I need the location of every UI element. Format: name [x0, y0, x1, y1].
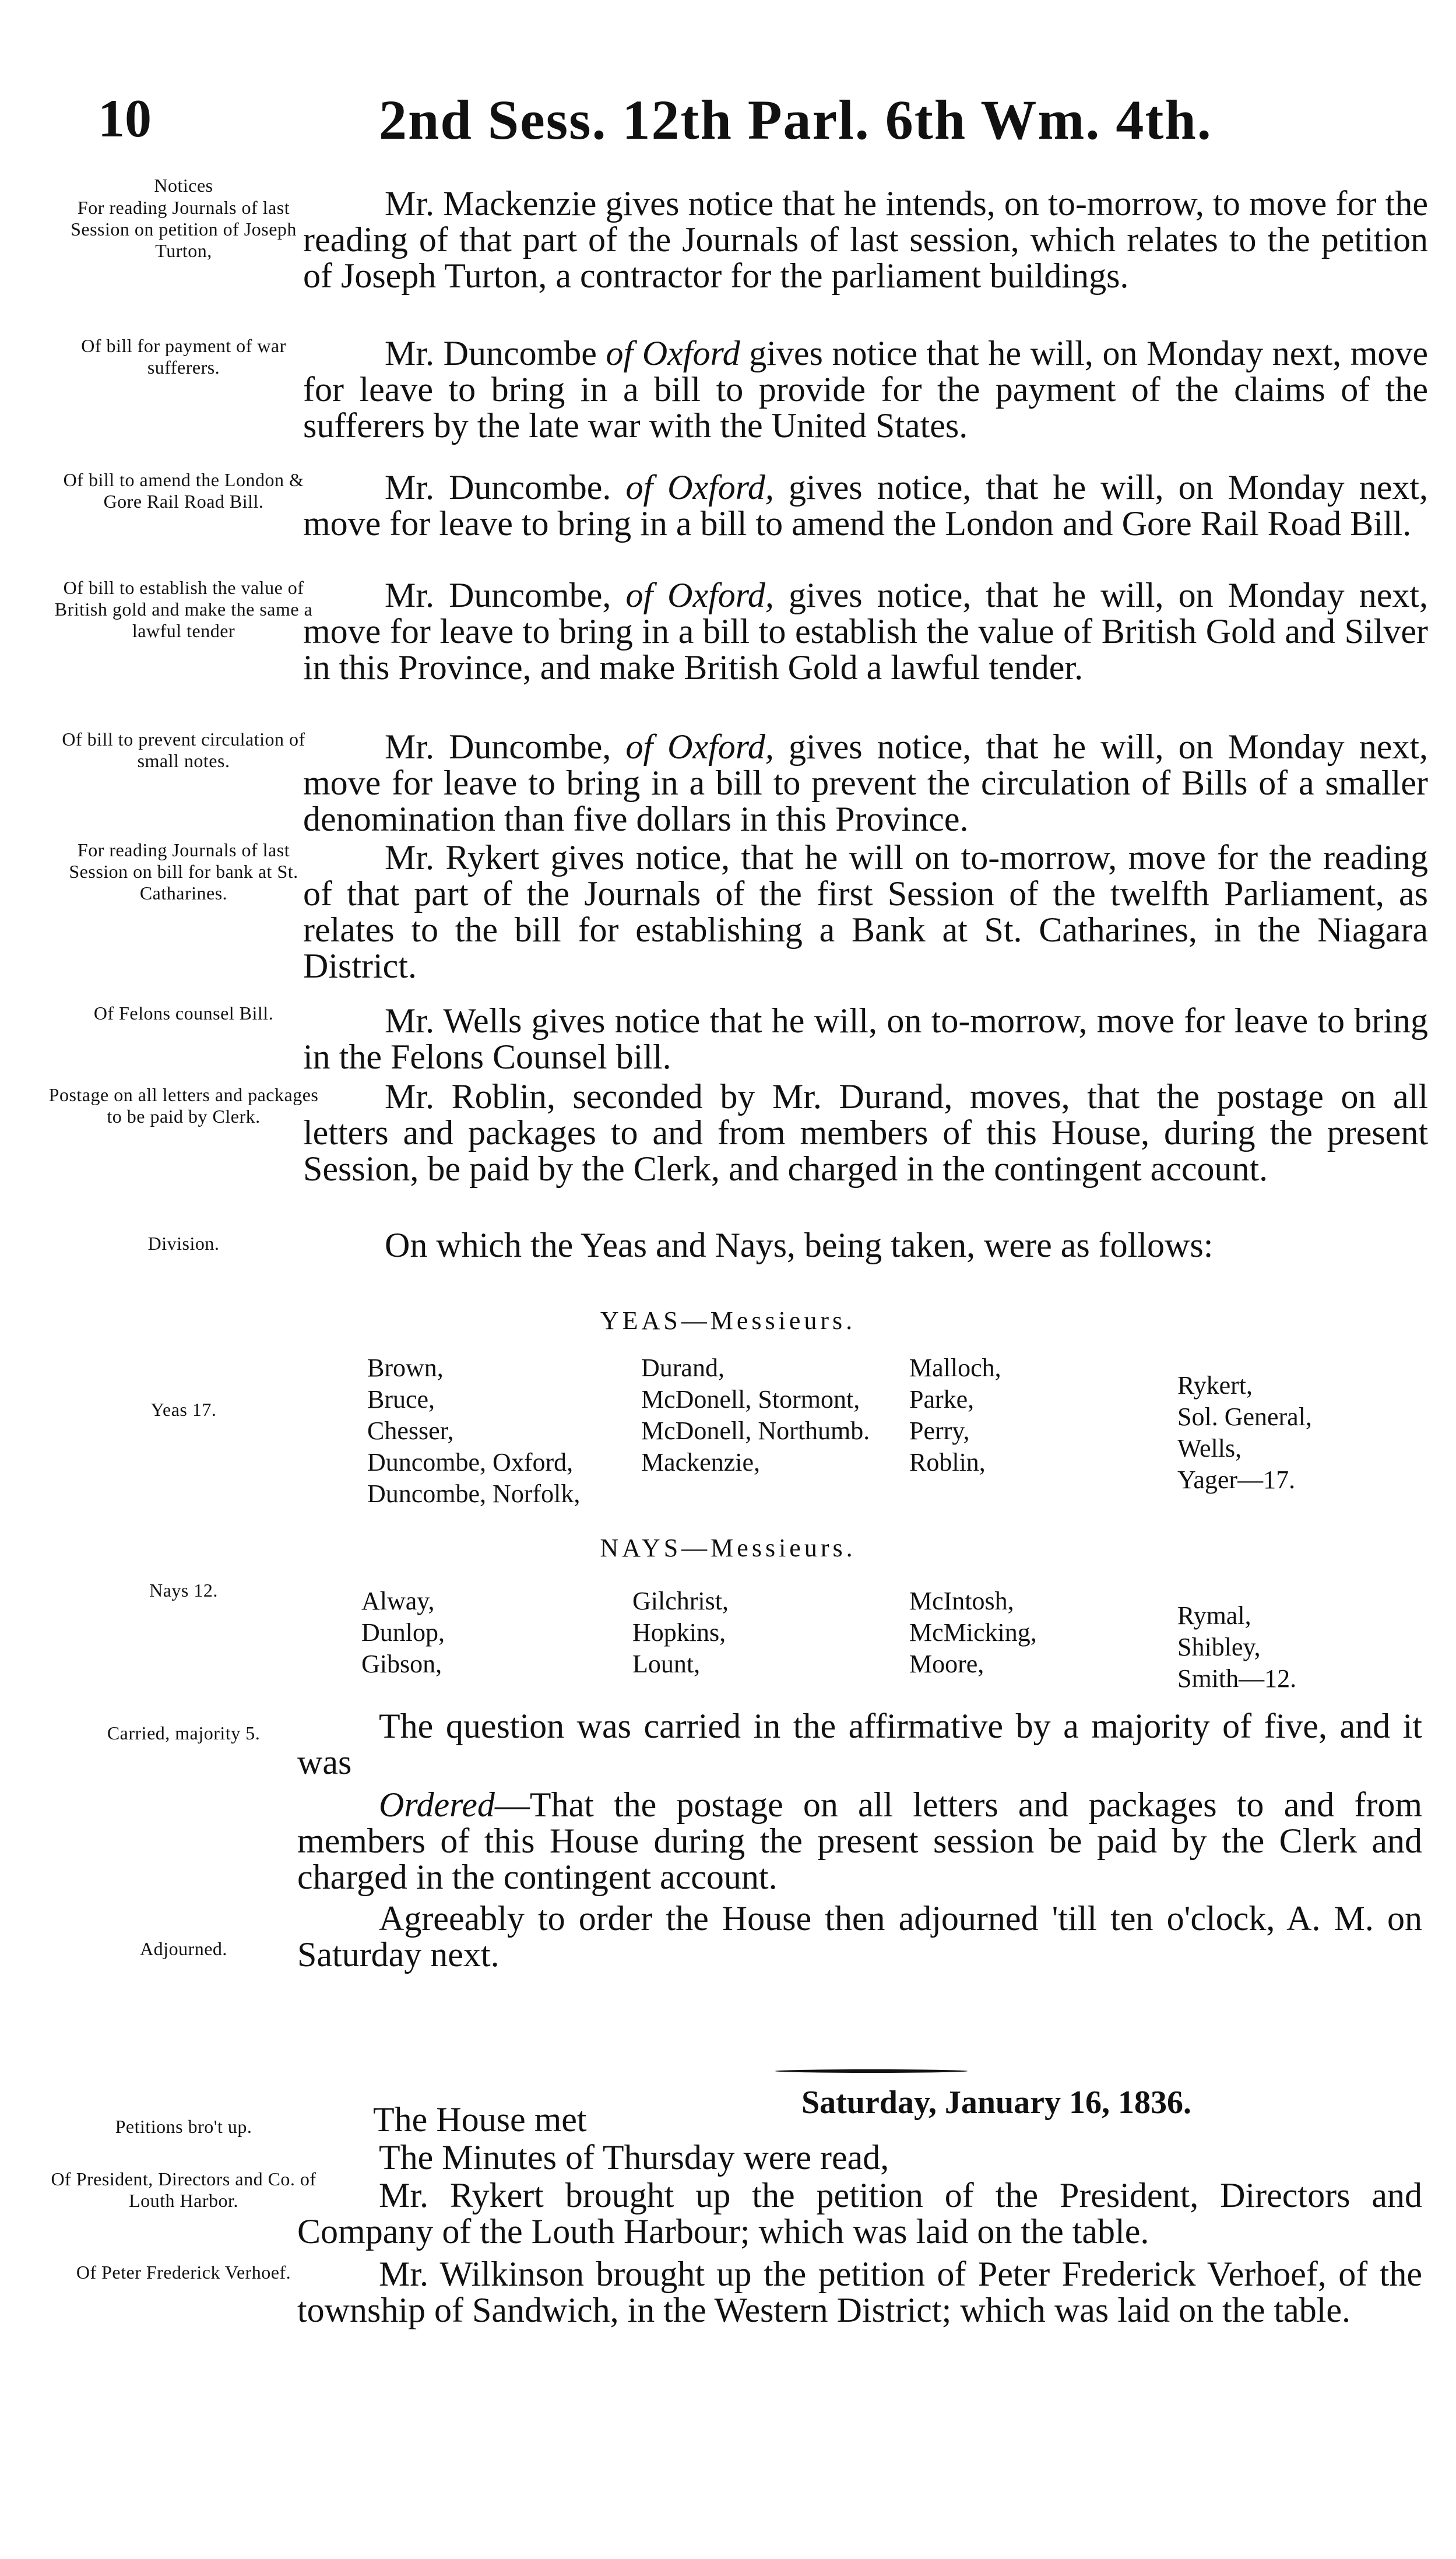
- paragraph-carried: The question was carried in the affirmative by a majority of five, and it was: [297, 1707, 1422, 1781]
- paragraph-rail-road: Mr. Duncombe. of Oxford, gives notice, that he will, on Monday next, move for leave to bring in a bill to amend the London and Gore Rail Road Bill.: [303, 468, 1428, 543]
- yeas-heading: YEAS—Messieurs.: [600, 1306, 856, 1335]
- paragraph-felons: Mr. Wells gives notice that he will, on to-morrow, move for leave to bring in the Felons Counsel bill.: [303, 1001, 1428, 1076]
- nays-column-3: McIntosh, McMicking, Moore,: [909, 1587, 1037, 1678]
- paragraph-bank: Mr. Rykert gives notice, that he will on to-morrow, move for the reading of that part of the Journals of the first Session of the twelfth Parliament, as relates to the bill for establishing a Bank at St. Catharines, in the Niagara District.: [303, 838, 1428, 985]
- paragraph-minutes: The Minutes of Thursday were read,: [379, 2138, 889, 2177]
- yeas-column-1: Brown, Bruce, Chesser, Duncombe, Oxford, Duncombe, Norfolk,: [367, 1354, 581, 1508]
- paragraph-british-gold: Mr. Duncombe, of Oxford, gives notice, that he will, on Monday next, move for leave to bring in a bill to establish the value of British Gold and Silver in this Province, and make British Gold a lawful tender.: [303, 576, 1428, 687]
- running-head: 2nd Sess. 12th Parl. 6th Wm. 4th.: [379, 89, 1212, 151]
- margin-note-adjourned: Adjourned.: [140, 1938, 227, 1959]
- page-number: 10: [98, 89, 152, 148]
- date-heading: Saturday, January 16, 1836.: [801, 2085, 1191, 2121]
- margin-note-small-notes: Of bill to prevent circulation of small notes.: [62, 729, 305, 771]
- margin-note-turton: For reading Journals of last Session on petition of Joseph Turton,: [71, 197, 297, 261]
- paragraph-small-notes: Mr. Duncombe, of Oxford, gives notice, that he will, on Monday next, move for leave to bring in a bill to prevent the circulation of Bills of a smaller denomination than five dollars in this Province.: [303, 727, 1428, 838]
- margin-note-war-sufferers: Of bill for payment of war sufferers.: [81, 335, 286, 378]
- section-divider: [775, 2069, 968, 2073]
- margin-note-petitions: Petitions bro't up.: [115, 2116, 252, 2137]
- yeas-column-2: Durand, McDonell, Stormont, McDonell, Northumb. Mackenzie,: [641, 1354, 870, 1477]
- yeas-column-4: Rykert, Sol. General, Wells, Yager—17.: [1177, 1371, 1312, 1494]
- paragraph-war-sufferers: Mr. Duncombe of Oxford gives notice that he will, on Monday next, move for leave to bring in a bill to provide for the payment of the claims of the sufferers by the late war with the United States.: [303, 334, 1428, 445]
- margin-note-rail-road: Of bill to amend the London & Gore Rail Road Bill.: [63, 469, 304, 512]
- paragraph-division: On which the Yeas and Nays, being taken, were as follows:: [385, 1226, 1214, 1264]
- margin-note-louth-harbor: Of President, Directors and Co. of Louth Harbor.: [51, 2168, 316, 2211]
- nays-column-2: Gilchrist, Hopkins, Lount,: [632, 1587, 729, 1678]
- margin-note-yeas: Yeas 17.: [150, 1399, 217, 1420]
- margin-note-notices: Notices: [154, 175, 213, 196]
- nays-heading: NAYS—Messieurs.: [600, 1534, 856, 1562]
- paragraph-ordered: Ordered—That the postage on all letters and packages to and from members of this House during the present session be paid by the Clerk and charged in the contingent account.: [297, 1785, 1422, 1896]
- margin-note-division: Division.: [147, 1233, 220, 1254]
- margin-note-bank: For reading Journals of last Session on bill for bank at St. Catharines.: [69, 839, 298, 904]
- margin-note-nays: Nays 12.: [149, 1580, 218, 1601]
- paragraph-house-met: The House met: [373, 2100, 587, 2139]
- margin-note-postage: Postage on all letters and packages to be paid by Clerk.: [48, 1084, 319, 1127]
- yeas-column-3: Malloch, Parke, Perry, Roblin,: [909, 1354, 1001, 1477]
- margin-note-british-gold: Of bill to establish the value of British gold and make the same a lawful tender: [54, 577, 313, 641]
- page-header: [0, 87, 1456, 169]
- paragraph-verhoef: Mr. Wilkinson brought up the petition of Peter Frederick Verhoef, of the township of Sandwich, in the Western District; which was laid on the table.: [297, 2255, 1422, 2329]
- paragraph-adjourned: Agreeably to order the House then adjourned 'till ten o'clock, A. M. on Saturday next.: [297, 1899, 1422, 1974]
- paragraph-louth-harbour: Mr. Rykert brought up the petition of the President, Directors and Company of the Louth Harbour; which was laid on the table.: [297, 2176, 1422, 2251]
- nays-column-1: Alway, Dunlop, Gibson,: [361, 1587, 445, 1678]
- margin-note-felons: Of Felons counsel Bill.: [93, 1003, 274, 1024]
- margin-note-carried: Carried, majority 5.: [107, 1723, 261, 1744]
- margin-note-verhoef: Of Peter Frederick Verhoef.: [76, 2262, 291, 2283]
- paragraph-postage: Mr. Roblin, seconded by Mr. Durand, moves, that the postage on all letters and packages to and from members of this House, during the present Session, be paid by the Clerk, and charged in the contingent account.: [303, 1077, 1428, 1188]
- paragraph-mackenzie-notice: Mr. Mackenzie gives notice that he intends, on to-morrow, to move for the reading of that part of the Journals of last session, which relates to the petition of Joseph Turton, a contractor for the parliament buildings.: [303, 184, 1428, 295]
- nays-column-4: Rymal, Shibley, Smith—12.: [1177, 1601, 1297, 1693]
